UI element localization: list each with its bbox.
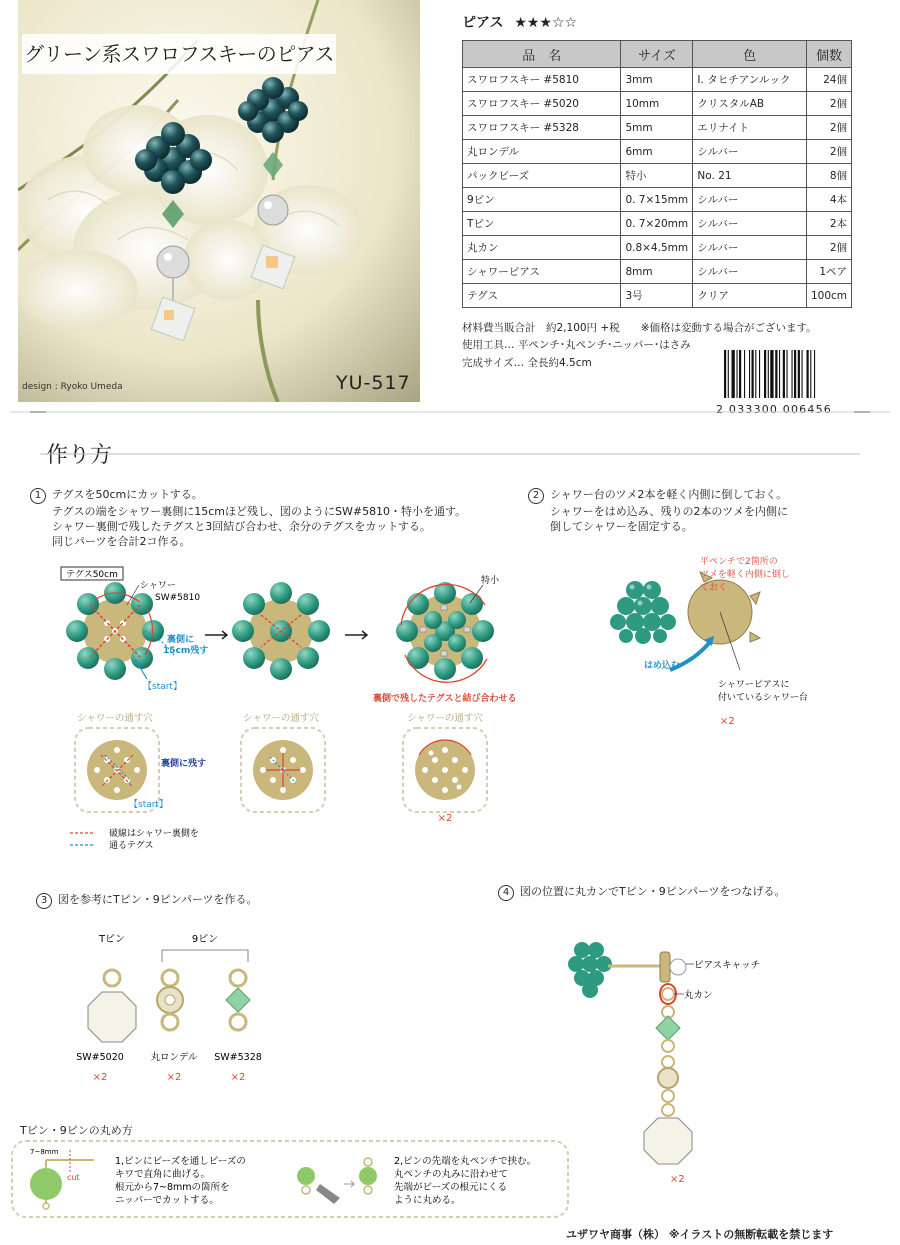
cell-size: 8mm [621,260,693,284]
cell-qty: 2個 [806,116,851,140]
cell-qty: 2個 [806,140,851,164]
table-row [463,92,852,116]
table-row [463,68,852,92]
step-2-line-2: シャワーをはめ込み、残りの2本のツメを内側に [550,505,788,518]
step-1-line-2: テグスの端をシャワー裏側に15cmほど残し、図のようにSW#5810・特小を通す。 [52,505,467,518]
catch-label: ピアスキャッチ [694,960,761,971]
cell-name: 9ピン [463,188,621,212]
measure-label: 7~8mm [30,1148,59,1156]
cell-color: シルバー [693,236,807,260]
col-header-name: 品 名 [463,41,621,68]
tie-label: 裏側で残したテグスと結び合わせる [373,694,517,704]
cell-size: 5mm [621,116,693,140]
cell-size: 10mm [621,92,693,116]
cell-qty: 1ペア [806,260,851,284]
cell-color: シルバー [693,140,807,164]
table-row [463,260,852,284]
cell-name: 丸ロンデル [463,140,621,164]
hole-diagram-1 [87,740,147,800]
cut-label: cut [67,1173,80,1182]
size-note: 完成サイズ… 全長約4.5cm [462,357,592,369]
cell-qty: 2個 [806,92,851,116]
pin-text1-1: 1,ピンにビーズを通しビーズの [115,1156,246,1167]
step-2-number: 2 [528,488,544,504]
times-step2: ×2 [720,716,735,727]
barcode [722,350,852,400]
cell-name: スワロフスキー #5810 [463,68,621,92]
sw5810-label: SW#5810 [155,593,201,603]
step-1-line-4: 同じパーツを合計2コ作る。 [52,535,191,548]
sw5328-label: SW#5328 [214,1052,262,1063]
step-2-line-3: 倒してシャワーを固定する。 [550,520,693,533]
shower-flower-2 [232,582,330,680]
table-row [463,188,852,212]
step-2-illustration [600,550,860,730]
times-step1: ×2 [437,813,453,824]
step-1-line-1: テグスを50cmにカットする。 [52,488,203,501]
cell-size: 0.8×4.5mm [621,236,693,260]
cell-color: シルバー [693,188,807,212]
step-3-text [36,892,258,909]
cell-name: 丸カン [463,236,621,260]
table-row [463,116,852,140]
hamekomu-label: はめ込む [644,661,681,671]
back-short-label: 裏側に残す [161,759,207,769]
step-4-text [498,884,786,901]
pin-text2-1: 2,ピンの先端を丸ペンチで挟む。 [394,1156,537,1167]
start-label-2: 【start】 [129,800,168,810]
howto-underline [40,452,860,458]
pin-step-2-drawing [297,1158,377,1204]
legend-blue: 通るテグス [109,841,154,851]
times-step4: ×2 [670,1174,685,1185]
shower-label: シャワー [140,581,176,591]
sw5020-label: SW#5020 [76,1052,124,1063]
step-1-illustration [55,565,535,855]
cell-qty: 4本 [806,188,851,212]
pin-text1-4: ニッパーでカットする。 [115,1195,219,1206]
plier-note-1: 平ペンチで2箇所の [700,557,778,567]
materials-table [462,40,852,308]
step-3-line: 図を参考にTピン・9ピンパーツを作る。 [58,893,258,906]
col-header-color: 色 [693,41,807,68]
cell-qty: 2本 [806,212,851,236]
cell-color: I. タヒチアンルック [693,68,807,92]
table-row [463,164,852,188]
table-row [463,212,852,236]
shower-flower-3 [396,582,494,682]
difficulty-stars: ★★★☆☆ [514,15,578,31]
tegusu-label: テグス50cm [66,570,118,580]
table-row [463,284,852,308]
product-code: YU-517 [336,372,411,394]
table-row [463,140,852,164]
step-4-illustration [560,928,800,1188]
howto-title: 作り方 [46,443,113,468]
times-step3-2: ×2 [166,1072,182,1083]
difficulty-label: ピアス [462,15,504,31]
start-label: 【start】 [143,682,182,692]
cell-color: クリア [693,284,807,308]
tokusho-label: 特小 [481,576,500,586]
tpin-part [88,970,136,1042]
cell-size: 特小 [621,164,693,188]
cell-name: パックビーズ [463,164,621,188]
times-step3-3: ×2 [230,1072,246,1083]
step-3-illustration [70,928,290,1088]
rondel-part [157,970,183,1030]
marukan-label: 丸カン [684,990,713,1001]
cell-color: シルバー [693,212,807,236]
base-label-1: シャワーピアスに [718,680,790,690]
cell-color: シルバー [693,260,807,284]
col-header-size: サイズ [621,41,693,68]
cell-size: 3mm [621,68,693,92]
cell-name: Tピン [463,212,621,236]
cell-size: 0. 7×15mm [621,188,693,212]
step-2-text [528,487,868,534]
legend-red: 破線はシャワー裏側を [109,829,199,839]
step-1-line-3: シャワー裏側で残したテグスと3回結び合わせ、余分のテグスをカットする。 [52,520,431,533]
rondel-label: 丸ロンデル [150,1052,198,1063]
pin-method-title: Tピン・9ピンの丸め方 [20,1124,133,1137]
cell-color: クリスタルAB [693,92,807,116]
base-label-2: 付いているシャワー台 [718,693,808,703]
step-1-number: 1 [30,488,46,504]
cell-size: 0. 7×20mm [621,212,693,236]
step-2-line-1: シャワー台のツメ2本を軽く内側に倒しておく。 [550,488,788,501]
pin-text2-4: ように丸める。 [394,1195,461,1206]
hole-diagram-2 [253,740,313,800]
back-label-2: 15cm残す [163,646,209,656]
col-header-qty: 個数 [806,41,851,68]
price-note: 材料費当販合計 約2,100円 +税 ※価格は変動する場合がございます。 [462,322,817,334]
sw5328-part [226,970,250,1030]
hole-label-1: シャワーの通す穴 [77,713,153,724]
pin-text1-3: 根元から7~8mmの箇所を [115,1182,230,1193]
pin-method-box [10,1138,572,1220]
cell-name: シャワーピアス [463,260,621,284]
hole-label-3: シャワーの通す穴 [407,713,483,724]
earring-dome [568,942,612,998]
ninepin-label: 9ピン [191,934,219,945]
section-divider [0,404,900,424]
cell-qty: 8個 [806,164,851,188]
tpin-label: Tピン [98,934,126,945]
beaded-dome [610,581,676,644]
hole-diagram-3 [415,740,475,800]
footer-copyright: ユザワヤ商事（株） ※イラストの無断転載を禁じます [566,1228,834,1241]
barcode-number: 2 033300 006456 [716,403,832,416]
step-3-number: 3 [36,893,52,909]
step-4-number: 4 [498,885,514,901]
tools-note: 使用工具… 平ペンチ･丸ペンチ･ニッパー･はさみ [462,339,691,351]
pin-text1-2: キワで直角に曲げる。 [115,1169,211,1180]
table-header-row [463,41,852,68]
cell-size: 3号 [621,284,693,308]
cell-qty: 100cm [806,284,851,308]
pin-text2-3: 先端がビーズの根元にくる [394,1182,508,1193]
pin-text2-2: 丸ペンチの丸みに沿わせて [394,1169,509,1180]
cell-color: No. 21 [693,164,807,188]
difficulty-rating [462,12,577,32]
cell-qty: 2個 [806,236,851,260]
times-step3-1: ×2 [92,1072,108,1083]
cell-qty: 24個 [806,68,851,92]
cell-name: スワロフスキー #5020 [463,92,621,116]
cell-size: 6mm [621,140,693,164]
cell-name: スワロフスキー #5328 [463,116,621,140]
photo-title: グリーン系スワロフスキーのピアス [22,34,336,74]
designer-credit: design : Ryoko Umeda [22,382,123,392]
step-1-text [30,487,500,549]
table-row [463,236,852,260]
cell-color: エリナイト [693,116,807,140]
cell-name: テグス [463,284,621,308]
hole-label-2: シャワーの通す穴 [243,713,319,724]
plier-note-2: ツメを軽く内側に倒し [700,570,790,580]
step-4-line: 図の位置に丸カンでTピン・9ピンパーツをつなげる。 [520,885,786,898]
back-label: 裏側に [167,635,195,645]
pin-step-1-drawing [30,1148,94,1209]
plier-note-3: ておく [700,583,728,593]
